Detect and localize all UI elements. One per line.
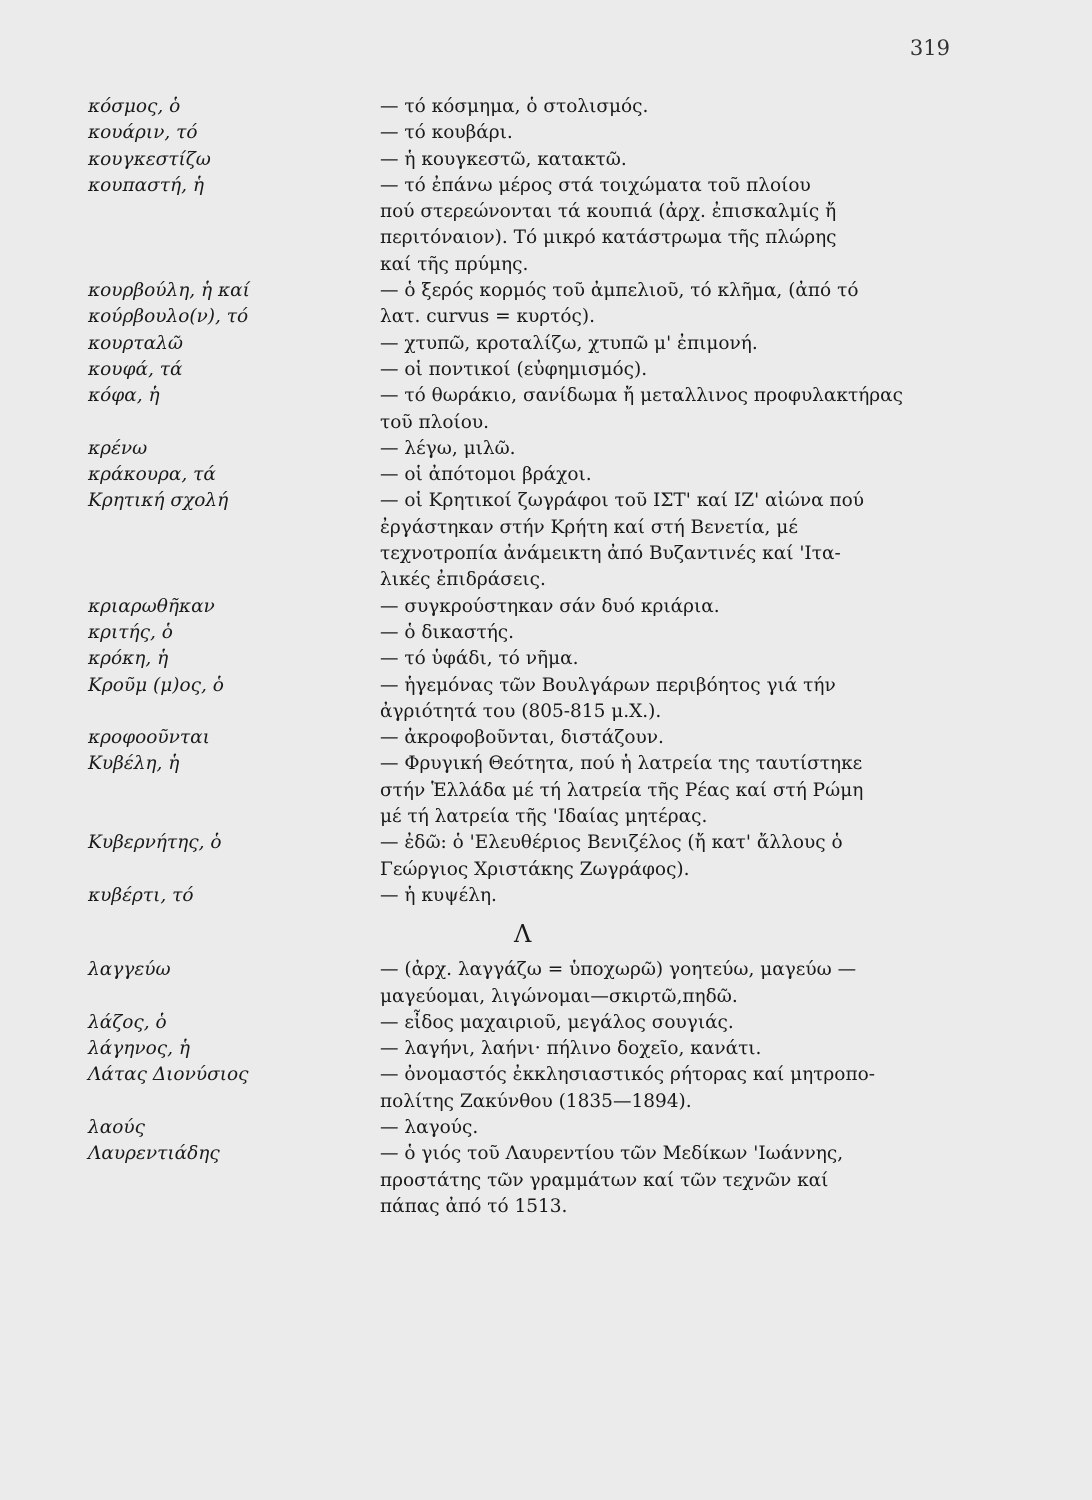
entry-definition: — οἱ ποντικοί (εὐφημισμός). — [380, 358, 648, 380]
glossary-entry — [88, 673, 968, 726]
entry-term: λαγγεύω — [88, 959, 171, 981]
entry-term: κόσμος, ὁ — [88, 96, 181, 117]
entry-definition: — τό ἐπάνω μέρος στά τοιχώματα τοῦ πλοίου πού στερεώνονται τά κουπιά (ἀρχ. ἐπισκαλμίς ἤ περιτόναιον). Τό μικρό κατάστρωμα τῆς πλώρης καί τῆς πρύμης. — [380, 174, 837, 275]
entry-definition: — λαγήνι, λαήνι· πήλινο δοχεῖο, κανάτι. — [380, 1038, 762, 1060]
entry-term: κριαρωθῆκαν — [88, 595, 215, 617]
entry-definition: — ὀνομαστός ἐκκλησιαστικός ρήτορας καί μητροπο- πολίτης Ζακύνθου (1835—1894). — [380, 1064, 875, 1112]
page-number: 319 — [909, 36, 950, 60]
entry-term: κουγκεστίζω — [88, 148, 211, 170]
glossary-entry — [88, 462, 968, 488]
glossary-entry — [88, 1062, 968, 1115]
glossary-entry — [88, 94, 968, 120]
glossary-entries-l — [88, 957, 968, 1220]
entry-term: Κυβέλη, ἡ — [88, 753, 180, 775]
entry-definition: — συγκρούστηκαν σάν δυό κριάρια. — [380, 595, 720, 617]
entry-term: Κρητική σχολή — [88, 490, 229, 512]
entry-definition: — τό κόσμημα, ὁ στολισμός. — [380, 96, 649, 117]
entry-term: κουφά, τά — [88, 358, 183, 380]
entry-definition: — τό κουβάρι. — [380, 122, 513, 144]
glossary-entry — [88, 120, 968, 146]
entry-term: κριτής, ὁ — [88, 621, 173, 643]
glossary-entry — [88, 383, 968, 436]
glossary-entry — [88, 1115, 968, 1141]
entry-term: κουρταλῶ — [88, 332, 183, 354]
entry-definition: — τό ὑφάδι, τό νῆμα. — [380, 648, 579, 670]
glossary-entry — [88, 278, 968, 331]
entry-term: κρόκη, ἡ — [88, 648, 169, 670]
glossary-entry — [88, 173, 968, 278]
entry-definition: — τό θωράκιο, σανίδωμα ἤ μεταλλινος προφυλακτήρας τοῦ πλοίου. — [380, 385, 904, 433]
entry-term: λάγηνος, ἡ — [88, 1038, 190, 1060]
entry-definition: — ὁ γιός τοῦ Λαυρεντίου τῶν Μεδίκων 'Ιωάννης, προστάτης τῶν γραμμάτων καί τῶν τεχνῶν καί πάπας ἀπό τό 1513. — [380, 1143, 844, 1217]
glossary-entry — [88, 147, 968, 173]
glossary-entry — [88, 646, 968, 672]
entry-term: λαούς — [88, 1116, 145, 1138]
entry-definition: — εἶδος μαχαιριοῦ, μεγάλος σουγιάς. — [380, 1011, 734, 1033]
glossary-entry — [88, 357, 968, 383]
entry-definition: — ἐδῶ: ὁ 'Ελευθέριος Βενιζέλος (ἤ κατ' ἄλλους ὁ Γεώργιος Χριστάκης Ζωγράφος). — [380, 832, 843, 880]
entry-term: Λάτας Διονύσιος — [88, 1064, 249, 1086]
glossary-entry — [88, 725, 968, 751]
entry-definition: — οἱ Κρητικοί ζωγράφοι τοῦ ΙΣΤ' καί ΙΖ' αἰώνα πού ἐργάστηκαν στήν Κρήτη καί στή Βενετία, μέ τεχνοτροπία ἀνάμεικτη ἀπό Βυζαντινές καί 'Ιτα- λικές ἐπιδράσεις. — [380, 490, 865, 591]
entry-definition: — (ἀρχ. λαγγάζω = ὑποχωρῶ) γοητεύω, μαγεύω — μαγεύομαι, λιγώνομαι—σκιρτῶ,πηδῶ. — [380, 959, 857, 1007]
entry-definition: — λαγούς. — [380, 1116, 479, 1138]
entry-definition: — ἀκροφοβοῦνται, διστάζουν. — [380, 727, 664, 749]
glossary-entry — [88, 1010, 968, 1036]
entry-term: κουρβούλη, ἡ καί κούρβουλο(ν), τό — [88, 280, 250, 328]
glossary-entry — [88, 957, 968, 1010]
entry-definition: — ὁ δικαστής. — [380, 621, 515, 643]
glossary-entry — [88, 1141, 968, 1220]
glossary-entry — [88, 883, 968, 909]
entry-definition: — ἡγεμόνας τῶν Βουλγάρων περιβόητος γιά τήν ἀγριότητά του (805-815 μ.Χ.). — [380, 674, 836, 722]
entry-term: κουπαστή, ἡ — [88, 174, 204, 196]
entry-term: Κροῦμ (μ)ος, ὁ — [88, 674, 224, 696]
entry-term: κόφα, ἡ — [88, 385, 160, 407]
glossary-entry — [88, 830, 968, 883]
glossary-entry — [88, 1036, 968, 1062]
glossary-entry — [88, 620, 968, 646]
entry-definition: — ὁ ξερός κορμός τοῦ ἀμπελιοῦ, τό κλῆμα, (ἀπό τό λατ. curvus = κυρτός). — [380, 280, 859, 328]
entry-definition: — ἡ κυψέλη. — [380, 884, 497, 906]
entry-term: κράκουρα, τά — [88, 464, 216, 486]
glossary-entry — [88, 436, 968, 462]
entry-term: λάζος, ὁ — [88, 1011, 167, 1033]
entry-term: κυβέρτι, τό — [88, 884, 194, 906]
section-letter-heading: Λ — [514, 920, 532, 949]
glossary-entry — [88, 594, 968, 620]
glossary-entry — [88, 331, 968, 357]
entry-definition: — λέγω, μιλῶ. — [380, 437, 516, 459]
entry-definition: — οἱ ἀπότομοι βράχοι. — [380, 464, 592, 486]
entry-definition: — Φρυγική Θεότητα, πού ἡ λατρεία της ταυτίστηκε στήν Ἑλλάδα μέ τή λατρεία τῆς Ρέας καί στή Ρώμη μέ τή λατρεία τῆς 'Ιδαίας μητέρας. — [380, 753, 864, 828]
glossary-entry — [88, 488, 968, 593]
glossary-entries-k — [88, 94, 968, 909]
entry-definition: — ἡ κουγκεστῶ, κατακτῶ. — [380, 148, 627, 170]
entry-term: Κυβερνήτης, ὁ — [88, 832, 222, 854]
entry-term: κουάριν, τό — [88, 122, 198, 144]
glossary-entry — [88, 751, 968, 830]
entry-term: κρένω — [88, 437, 148, 459]
entry-term: Λαυρεντιάδης — [88, 1143, 220, 1165]
entry-definition: — χτυπῶ, κροταλίζω, χτυπῶ μ' ἐπιμονή. — [380, 332, 758, 354]
entry-term: κροφοοῦνται — [88, 727, 210, 749]
glossary — [88, 94, 968, 1220]
